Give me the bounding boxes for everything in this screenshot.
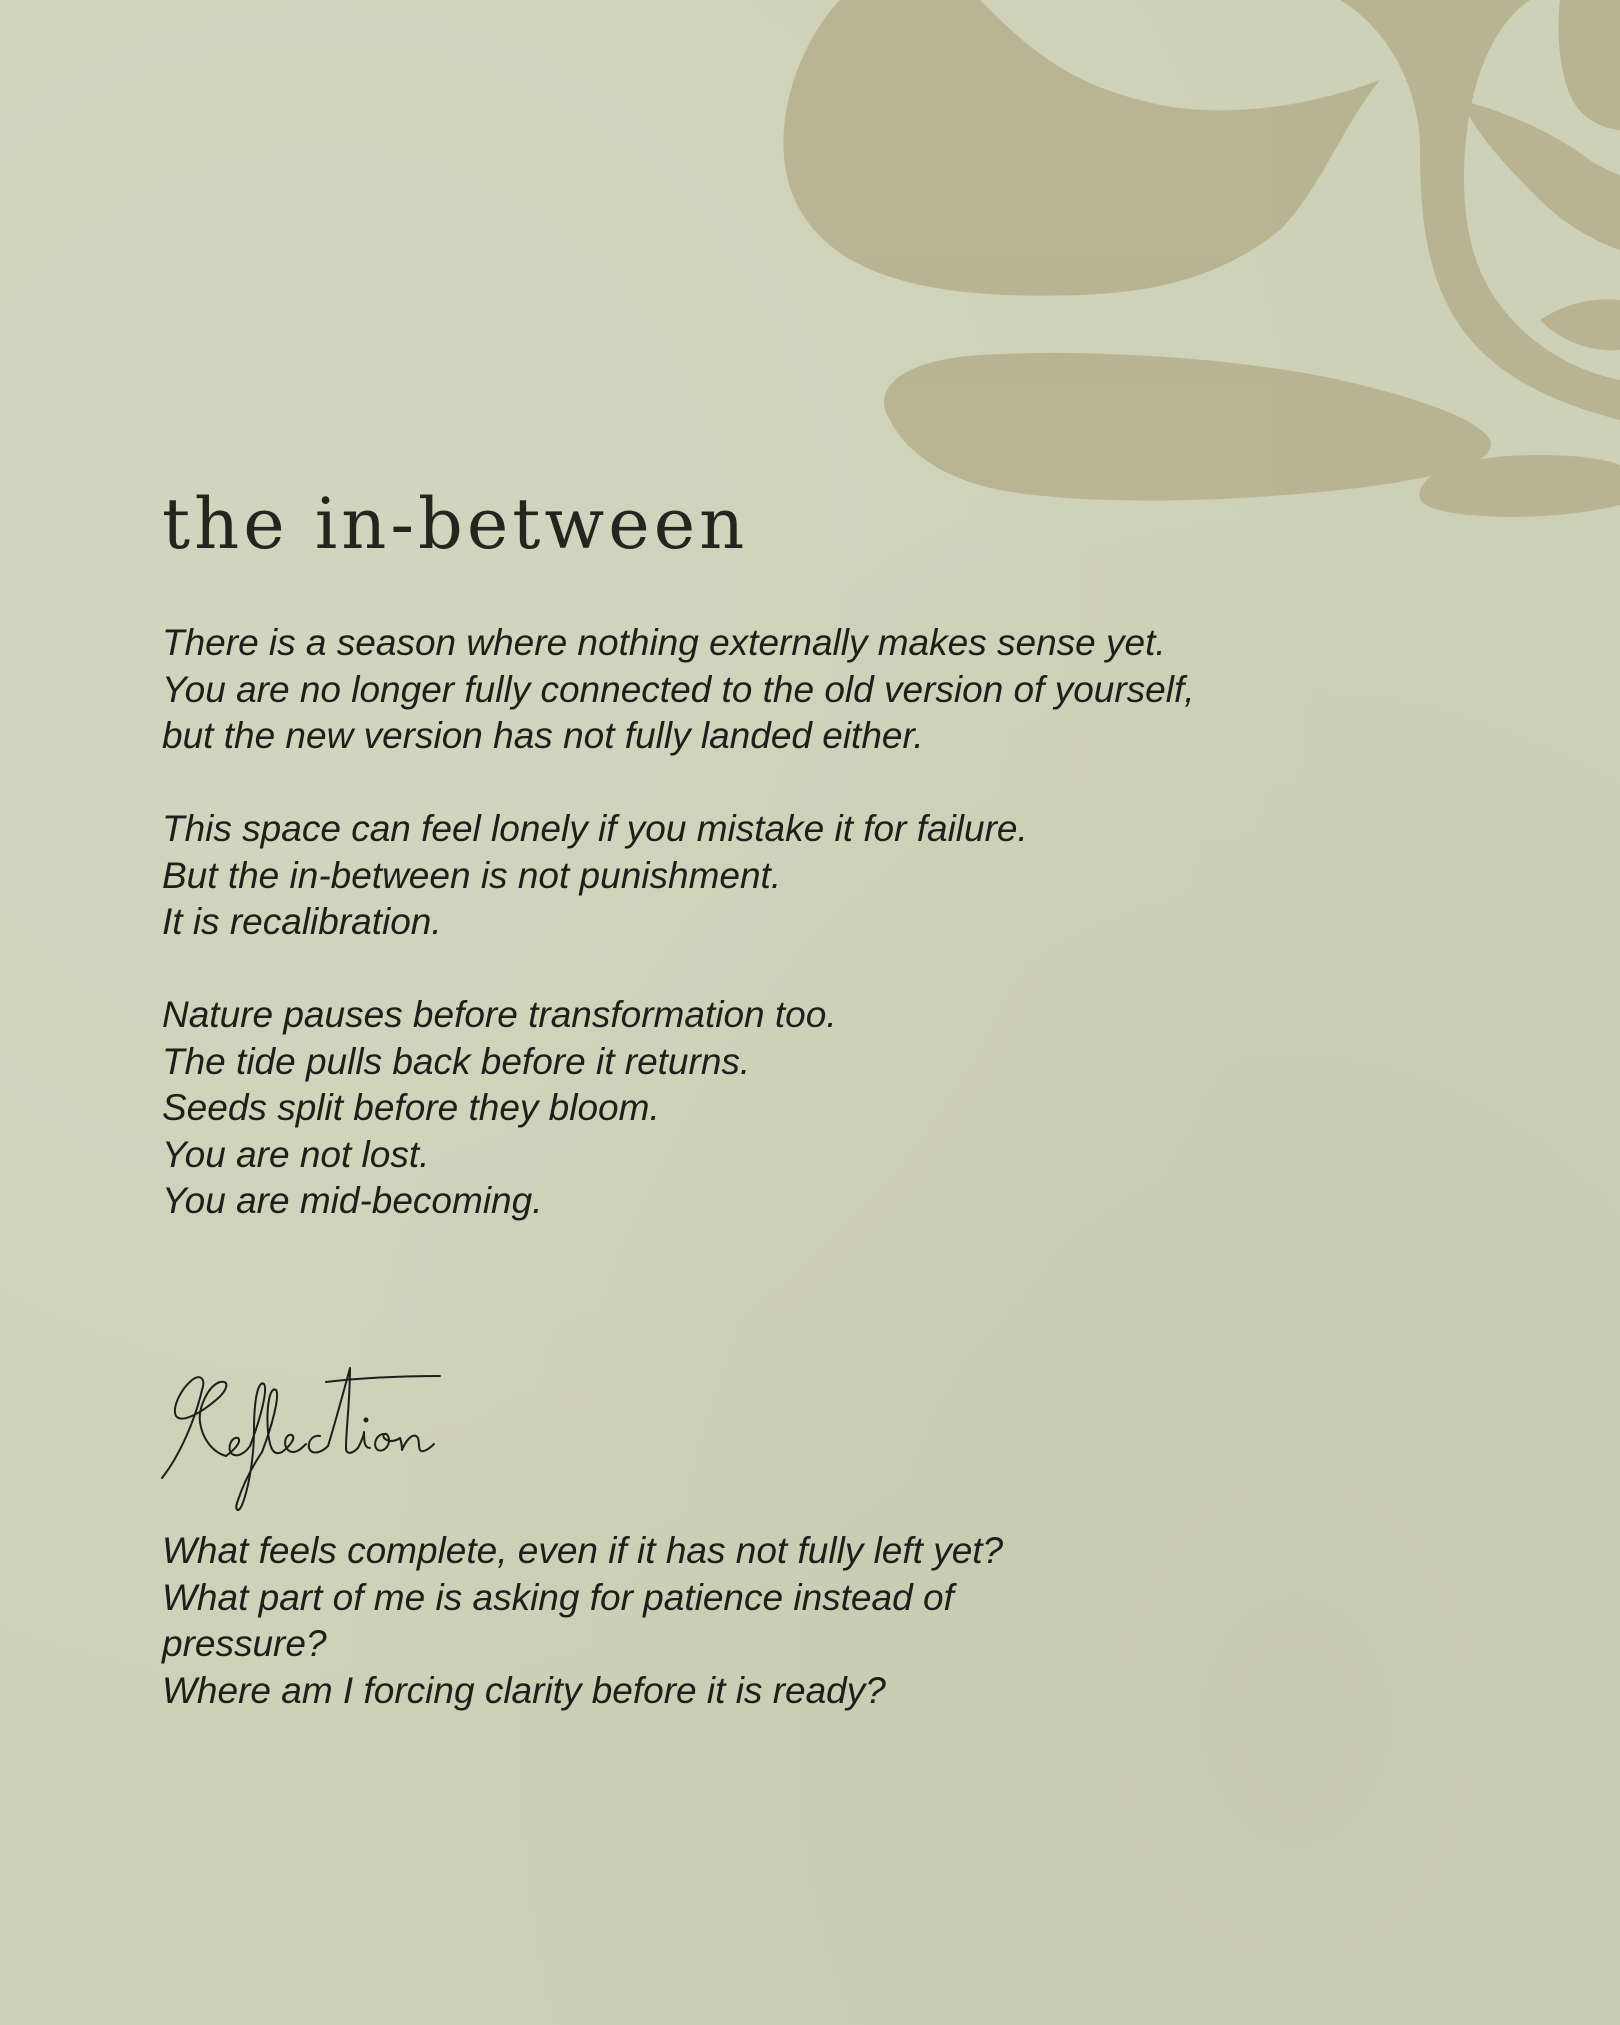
poem-line: but the new version has not fully landed either. [162,715,924,756]
reflection-question: What feels complete, even if it has not fully left yet? [162,1530,1004,1571]
decor-shape-right-mid [1540,299,1620,350]
poem-line: You are not lost. [162,1133,430,1175]
reflection-question: Where am I forcing clarity before it is ready? [162,1669,886,1711]
poem-line: Nature pauses before transformation too. [162,994,837,1035]
stanza-3 [162,992,1462,1225]
poem-line: But the in-between is not punishment. [162,854,782,896]
reflection-question: pressure? [162,1623,327,1664]
poem-line: The tide pulls back before it returns. [162,1040,751,1082]
poem-line: This space can feel lonely if you mistake it for failure. [162,808,1028,849]
reflection-question: What part of me is asking for patience instead of [162,1576,954,1618]
poem-line: There is a season where nothing externally makes sense yet. [162,622,1166,663]
reflection-questions [162,1528,1262,1714]
decor-shape-lower-leaf [884,353,1491,501]
poem-line: It is recalibration. [162,901,442,942]
stanza-1 [162,620,1462,760]
poem-line: You are mid-becoming. [162,1180,543,1221]
poem-line: You are no longer fully connected to the old version of yourself, [162,668,1195,710]
reflection-heading-signature-icon [150,1360,450,1520]
abstract-leaf-decoration-icon [780,0,1620,540]
decor-shape-right-top [1558,0,1620,130]
decor-shape-upper-leaf [783,0,1380,296]
poem-body [162,620,1462,1271]
stanza-2 [162,806,1462,946]
page-title: the in-between [162,483,749,565]
poem-line: Seeds split before they bloom. [162,1087,660,1128]
